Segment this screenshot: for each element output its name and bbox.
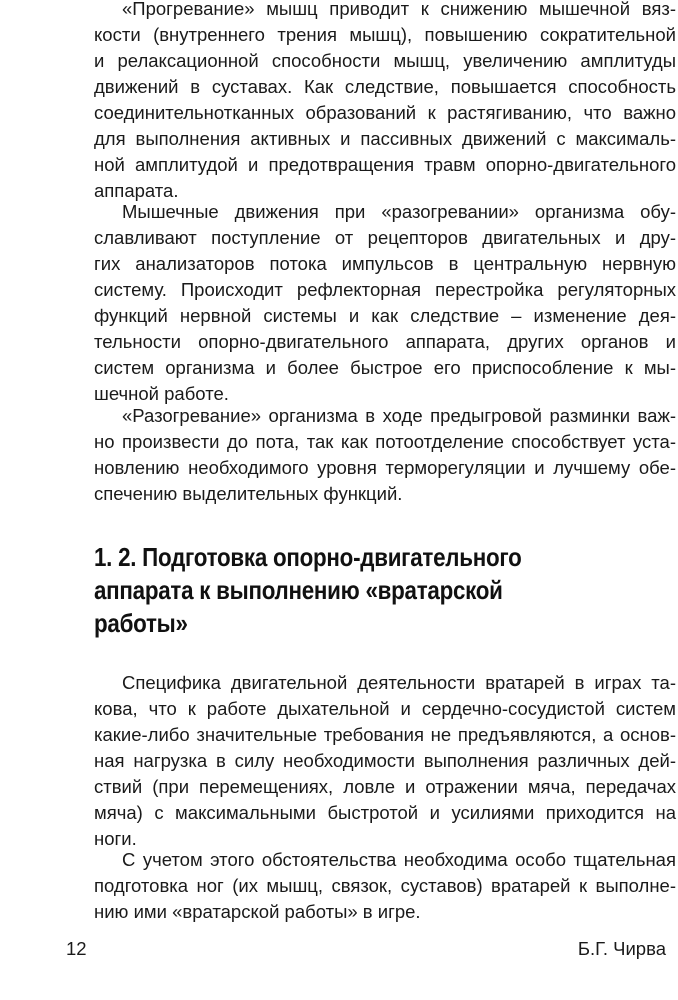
text-line: соединительнотканных образований к растягиванию, что важно xyxy=(94,102,676,123)
text-line: кова, что к работе дыхательной и сердечно-сосудистой систем xyxy=(94,698,676,719)
text-line: гих анализаторов потока импульсов в центральную нервную xyxy=(94,253,676,274)
author-name: Б.Г. Чирва xyxy=(577,938,666,959)
text-line: и релаксационной способности мышц, увеличению амплитуды xyxy=(94,50,676,71)
page-number: 12 xyxy=(66,938,87,959)
text-line: систему. Происходит рефлекторная перестройка регуляторных xyxy=(94,279,676,300)
text-line: для выполнения активных и пассивных движений с максималь- xyxy=(94,128,676,149)
heading-line: работы» xyxy=(94,608,188,638)
text-line: мяча) с максимальными быстротой и усилиями приходится на xyxy=(94,802,676,823)
text-line: ная нагрузка в силу необходимости выполнения различных дей- xyxy=(94,750,676,771)
text-line: новлению необходимого уровня терморегуляции и лучшему обе- xyxy=(94,457,676,478)
text-line: С учетом этого обстоятельства необходима особо тщательная xyxy=(122,849,676,870)
text-line: ноги. xyxy=(94,828,137,849)
text-line: движений в суставах. Как следствие, повышается способность xyxy=(94,76,676,97)
text-line: но произвести до пота, так как потоотделение способствует уста- xyxy=(94,431,676,452)
text-line: Мышечные движения при «разогревании» организма обу- xyxy=(122,201,676,222)
text-line: подготовка ног (их мышц, связок, суставов) вратарей к выполне- xyxy=(94,875,676,896)
text-line: Специфика двигательной деятельности вратарей в играх та- xyxy=(122,672,676,693)
text-line: славливают поступление от рецепторов двигательных и дру- xyxy=(94,227,676,248)
text-line: нию ими «вратарской работы» в игре. xyxy=(94,901,421,922)
text-line: какие-либо значительные требования не предъявляются, а основ- xyxy=(94,724,676,745)
text-line: «Прогревание» мышц приводит к снижению мышечной вяз- xyxy=(122,0,676,19)
text-line: ной амплитудой и предотвращения травм опорно-двигательного xyxy=(94,154,676,175)
text-line: систем организма и более быстрое его приспособление к мы- xyxy=(94,357,676,378)
text-line: функций нервной системы и как следствие – изменение дея- xyxy=(94,305,676,326)
heading-line: аппарата к выполнению «вратарской xyxy=(94,575,503,605)
heading-line: 1. 2. Подготовка опорно-двигательного xyxy=(94,542,522,572)
text-line: ствий (при перемещениях, ловле и отражении мяча, передачах xyxy=(94,776,676,797)
text-line: кости (внутреннего трения мышц), повышению сократительной xyxy=(94,24,676,45)
text-line: тельности опорно-двигательного аппарата, других органов и xyxy=(94,331,676,352)
text-line: аппарата. xyxy=(94,180,179,201)
text-line: шечной работе. xyxy=(94,383,229,404)
text-line: спечению выделительных функций. xyxy=(94,483,403,504)
text-line: «Разогревание» организма в ходе предыгровой разминки важ- xyxy=(122,405,676,426)
